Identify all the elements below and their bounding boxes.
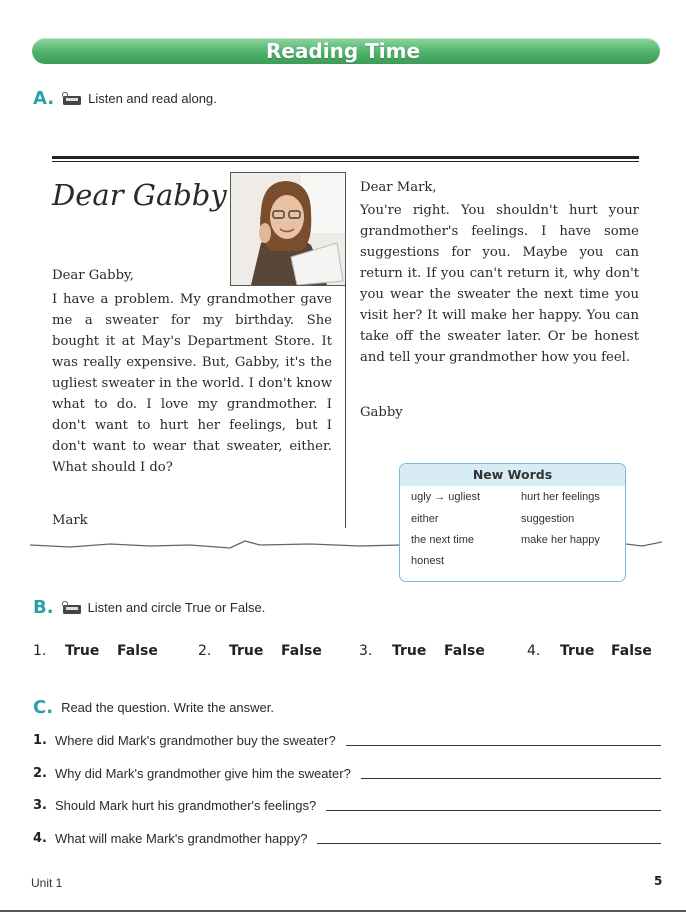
question-text: What will make Mark's grandmother happy?	[55, 831, 308, 846]
tf-true-option[interactable]: True	[65, 643, 100, 659]
cd-player-icon	[60, 601, 82, 615]
section-b-letter: B.	[33, 597, 54, 618]
section-c-instruction: Read the question. Write the answer.	[61, 700, 275, 715]
section-c-letter: C.	[33, 697, 54, 718]
answer-line[interactable]	[317, 843, 661, 844]
new-word: ugly → ugliest	[411, 491, 481, 503]
answer-line[interactable]	[361, 778, 661, 779]
tf-item-number: 4.	[527, 643, 541, 659]
question-row	[33, 831, 661, 846]
divider-rule	[52, 156, 639, 159]
question-text: Where did Mark's grandmother buy the sweater?	[55, 733, 336, 748]
question-row	[33, 733, 661, 748]
question-text: Should Mark hurt his grandmother's feelings?	[55, 798, 317, 813]
new-word: honest	[411, 555, 445, 567]
girl-photo	[230, 172, 346, 286]
tf-item-number: 1.	[33, 643, 47, 659]
section-a-instruction: Listen and read along.	[88, 91, 217, 106]
question-number: 3.	[33, 798, 47, 813]
question-number: 4.	[33, 831, 47, 846]
new-word: hurt her feelings	[521, 491, 600, 503]
tf-item-number: 3.	[359, 643, 373, 659]
question-row	[33, 798, 661, 813]
section-a-letter: A.	[33, 88, 55, 109]
new-words-box	[399, 463, 626, 582]
tf-true-option[interactable]: True	[392, 643, 427, 659]
letter2-signoff: Gabby	[360, 405, 403, 420]
section-c-header	[33, 697, 274, 718]
letter1-body: I have a problem. My grandmother gave me a sweater for my birthday. She bought it at May's Department Store. It was really expensive. But, Gabby, it's the ugliest sweater in the world. I don't know what to do. I love my grandmother. I don't want to hurt her feelings, but I don't want to wear that sweater, either. What should I do?	[52, 292, 332, 475]
question-text: Why did Mark's grandmother give him the sweater?	[55, 766, 351, 781]
question-row	[33, 766, 661, 781]
letter1-signoff: Mark	[52, 513, 88, 528]
letter-heading: Dear Gabby	[52, 178, 227, 212]
answer-line[interactable]	[346, 745, 661, 746]
column-divider	[345, 282, 346, 528]
footer-unit: Unit 1	[31, 876, 63, 890]
new-word: make her happy	[521, 534, 600, 546]
letter2-salutation: Dear Mark,	[360, 180, 437, 195]
tf-true-option[interactable]: True	[560, 643, 595, 659]
answer-line[interactable]	[326, 810, 661, 811]
tf-false-option[interactable]: False	[281, 643, 322, 659]
section-b-instruction: Listen and circle True or False.	[87, 600, 266, 615]
question-number: 1.	[33, 733, 47, 748]
question-number: 2.	[33, 766, 47, 781]
section-b-header	[33, 597, 265, 618]
letter2-body: You're right. You shouldn't hurt your grandmother's feelings. I have some suggestions for you. Maybe you can return it. If you can't return it, why don't you wear the sweater the next time you visit her? It will make her happy. You can take off the sweater later. Or be honest and tell your grandmother how you feel.	[360, 203, 639, 365]
page-number: 5	[654, 874, 663, 888]
new-word: suggestion	[521, 513, 575, 525]
tf-false-option[interactable]: False	[117, 643, 158, 659]
cd-player-icon	[60, 92, 82, 106]
letter1-salutation: Dear Gabby,	[52, 268, 134, 283]
new-words-title: New Words	[400, 464, 625, 486]
new-word: either	[411, 513, 439, 525]
tf-false-option[interactable]: False	[444, 643, 485, 659]
page-title: Reading Time	[265, 39, 421, 63]
tf-true-option[interactable]: True	[229, 643, 264, 659]
tf-item-number: 2.	[198, 643, 212, 659]
divider-rule-thin	[52, 161, 639, 162]
new-word: the next time	[411, 534, 474, 546]
bottom-edge-rule	[0, 910, 686, 912]
section-a-header	[33, 88, 217, 109]
tf-false-option[interactable]: False	[611, 643, 652, 659]
